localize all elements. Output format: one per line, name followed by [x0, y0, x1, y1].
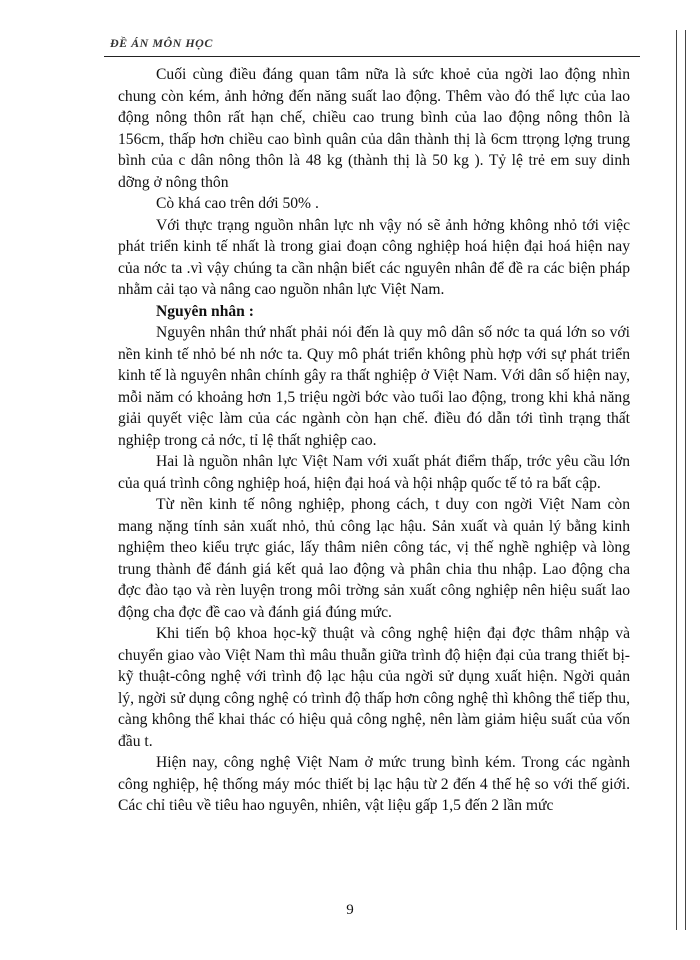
page-header: [104, 34, 640, 57]
paragraph-cause-low-start: Hai là nguồn nhân lực Việt Nam với xuất phát điểm thấp, trớc yêu cầu lớn của quá trình công nghiệp hoá, hiện đại hoá và hội nhập quốc tế tỏ ra bất cập.: [118, 453, 630, 492]
paragraph-current-situation: Với thực trạng nguồn nhân lực nh vậy nó sẽ ảnh hởng không nhỏ tới việc phát triển kinh tế nhất là trong giai đoạn công nghiệp hoá hiện đại hoá hiện nay của nớc ta .vì vậy chúng ta cần nhận biết các nguyên nhân để đề ra các biện pháp nhằm cải tạo và nâng cao nguồn nhân lực Việt Nam.: [118, 216, 630, 298]
document-body: [118, 64, 630, 854]
paragraph-technology-gap: Khi tiến bộ khoa học-kỹ thuật và công nghệ hiện đại đợc thâm nhập và chuyển giao vào Việt Nam thì mâu thuẫn giữa trình độ hiện đại của trang thiết bị-kỹ thuật-công nghệ với trình độ lạc hậu của ngời sử dụng xuất hiện. Ngời quản lý, ngời sử dụng công nghệ có trình độ thấp hơn công nghệ thì không thể tiếp thu, càng không thể khai thác có hiệu quả công nghệ, nên làm giảm hiệu suất của vốn đầu t.: [118, 625, 630, 750]
paragraph-agricultural-mindset: Từ nền kinh tế nông nghiệp, phong cách, t duy con ngời Việt Nam còn mang nặng tính sản xuất nhỏ, thủ công lạc hậu. Sản xuất và quản lý bằng kinh nghiệm theo kiểu trực giác, lấy thâm niên công tác, vị thế nghề nghiệp và lòng trung thành để đánh giá kết quả lao động và phân chia thu nhập. Lao động cha đợc đào tạo và rèn luyện trong môi trờng sản xuất công nghiệp nên hiệu suất lao động cha đợc đề cao và đánh giá đúng mức.: [118, 496, 630, 621]
paragraph-health: Cuối cùng điều đáng quan tâm nữa là sức khoẻ của ngời lao động nhìn chung còn kém, ảnh hởng đến năng suất lao động. Thêm vào đó thể lực của lao động nông thôn rất hạn chế, chiều cao trung bình của lao động nông thôn là 156cm, thấp hơn chiều cao bình quân của dân thành thị là 6cm ttrọng lợng trung bình của c dân nông thôn là 48 kg (thành thị là 50 kg ). Tỷ lệ trẻ em suy dinh dỡng ở nông thôn: [118, 66, 630, 191]
section-heading-causes: Nguyên nhân :: [156, 302, 254, 320]
paragraph-cause-population: Nguyên nhân thứ nhất phải nói đến là quy mô dân số nớc ta quá lớn so với nền kinh tế nhỏ bé nh nớc ta. Quy mô phát triển không phù hợp với sự phát triển kinh tế là nguyên nhân chính gây ra thất nghiệp ở Việt Nam. Với dân số hiện nay, mỗi năm có khoảng hơn 1,5 triệu ngời bớc vào tuổi lao động, trong khi khả năng giải quyết việc làm của các ngành còn hạn chế. điều đó dẫn tới tình trạng thất nghiệp trong cả nớc, tỉ lệ thất nghiệp cao.: [118, 324, 630, 449]
header-title: ĐỀ ÁN MÔN HỌC: [110, 36, 213, 50]
page-number: 9: [346, 902, 354, 918]
paragraph-technology-level: Hiện nay, công nghệ Việt Nam ở mức trung bình kém. Trong các ngành công nghiệp, hệ thống máy móc thiết bị lạc hậu từ 2 đến 4 thế hệ so với thế giới. Các chỉ tiêu về tiêu hao nguyên, nhiên, vật liệu gấp 1,5 đến 2 lần mức: [118, 754, 630, 814]
paragraph-malnutrition-rate: Cò khá cao trên dới 50% .: [156, 195, 319, 212]
page-border-right: [676, 30, 686, 930]
